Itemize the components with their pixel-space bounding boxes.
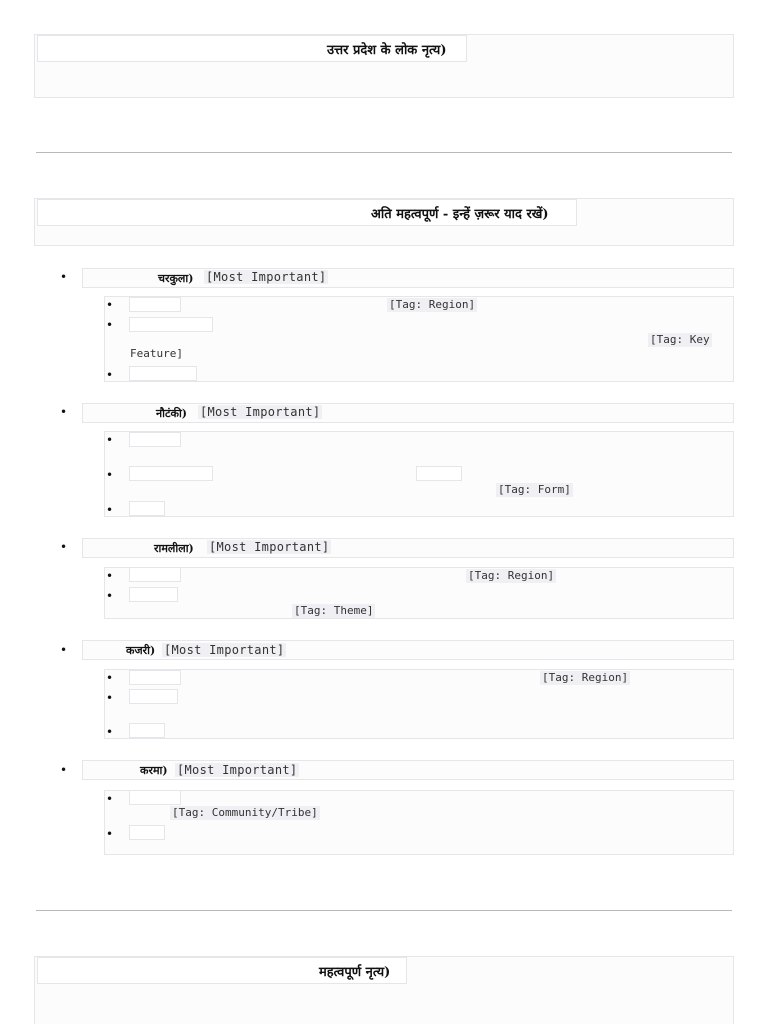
- tag-community: [Tag: Community/Tribe]: [172, 806, 318, 819]
- divider: [36, 910, 732, 911]
- list-bullet: •: [106, 433, 114, 447]
- list-bullet: •: [106, 503, 114, 517]
- dance-name: नौटंकी): [156, 407, 187, 420]
- dance-name: कजरी): [126, 644, 156, 657]
- most-important-badge: [Most Important]: [209, 540, 330, 554]
- tag-key-feature-cont: Feature]: [130, 347, 183, 360]
- list-bullet: •: [106, 589, 114, 603]
- list-bullet: •: [60, 270, 68, 284]
- list-bullet: •: [60, 763, 68, 777]
- detail-label: [416, 466, 462, 481]
- tag-theme: [Tag: Theme]: [294, 604, 374, 617]
- list-bullet: •: [106, 671, 114, 685]
- tag-region: [Tag: Region]: [542, 671, 629, 684]
- list-bullet: •: [60, 540, 68, 554]
- dance-name: रामलीला): [154, 542, 194, 555]
- tag-region: [Tag: Region]: [468, 569, 555, 582]
- list-bullet: •: [106, 792, 114, 806]
- detail-label: [129, 432, 181, 447]
- list-bullet: •: [106, 827, 114, 841]
- most-important-badge: [Most Important]: [200, 405, 321, 419]
- title-block: [34, 34, 734, 98]
- list-bullet: •: [106, 368, 114, 382]
- tag-form: [Tag: Form]: [498, 483, 571, 496]
- list-bullet: •: [106, 318, 114, 332]
- detail-label: [129, 587, 178, 602]
- list-bullet: •: [106, 298, 114, 312]
- detail-label: [129, 723, 165, 738]
- section-next-block: [34, 956, 734, 1024]
- detail-label: [129, 366, 197, 381]
- dance-name: चरकुला): [158, 272, 194, 285]
- dance-details-3: [104, 567, 734, 619]
- detail-label: [129, 466, 213, 481]
- list-bullet: •: [106, 569, 114, 583]
- list-bullet: •: [60, 405, 68, 419]
- detail-label: [129, 567, 181, 582]
- dance-details-5: [104, 790, 734, 855]
- list-bullet: •: [60, 643, 68, 657]
- detail-label: [129, 670, 181, 685]
- most-important-badge: [Most Important]: [164, 643, 285, 657]
- section-important-title: अति महत्वपूर्ण - इन्हें ज़रूर याद रखें): [371, 207, 549, 222]
- page-title: उत्तर प्रदेश के लोक नृत्य): [327, 43, 447, 58]
- divider: [36, 152, 732, 153]
- list-bullet: •: [106, 691, 114, 705]
- detail-label: [129, 501, 165, 516]
- dance-details-4: [104, 669, 734, 739]
- tag-key-feature: [Tag: Key: [650, 333, 710, 346]
- section-important-block: [34, 198, 734, 246]
- detail-label: [129, 825, 165, 840]
- list-bullet: •: [106, 725, 114, 739]
- detail-label: [129, 317, 213, 332]
- detail-label: [129, 689, 178, 704]
- most-important-badge: [Most Important]: [206, 270, 327, 284]
- tag-region: [Tag: Region]: [389, 298, 476, 311]
- list-bullet: •: [106, 468, 114, 482]
- section-next-title: महत्वपूर्ण नृत्य): [319, 965, 391, 980]
- detail-label: [129, 790, 181, 805]
- detail-label: [129, 297, 181, 312]
- most-important-badge: [Most Important]: [177, 763, 298, 777]
- dance-name: करमा): [140, 764, 168, 777]
